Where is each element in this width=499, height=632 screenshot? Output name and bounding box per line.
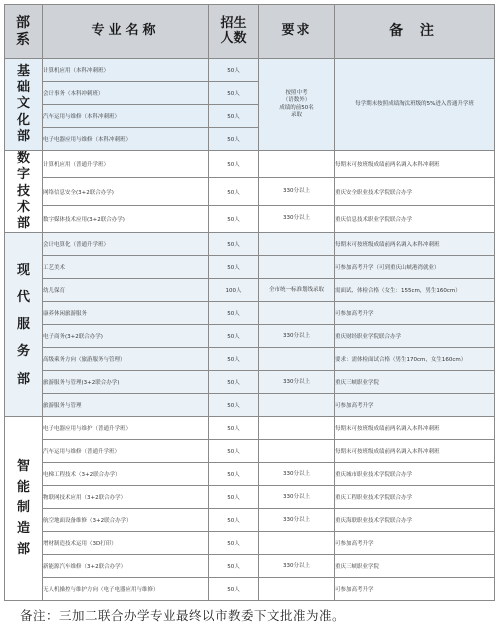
group-requirement-cell: 按照中考 （语数外） 成绩的前50名 录取 [259, 59, 335, 151]
note-cell: 要求：需体检面试合格（男生170cm，女生160cm） [335, 348, 495, 371]
major-cell: 航空地面设备维修（3+2联合办学） [43, 509, 209, 532]
table-row [5, 371, 495, 394]
requirement-cell [259, 394, 335, 417]
header-note: 备 注 [335, 5, 495, 59]
note-cell: 需面试、体检合格（女生：155cm，男生160cm） [335, 279, 495, 302]
requirement-cell [259, 151, 335, 178]
requirement-cell: 330分以上 [259, 325, 335, 348]
major-cell: 汽车运用与维修（本科冲刺班） [43, 105, 209, 128]
dept-cell-shuzi: 数 字 技 术 部 [5, 151, 43, 233]
group-note-cell: 每学期末按照成绩淘汰班级的5%进入普通升学班 [335, 59, 495, 151]
quota-cell: 50人 [209, 151, 259, 178]
table-row [5, 151, 495, 178]
major-cell: 电子商务(3+2联合办学) [43, 325, 209, 348]
note-cell: 每期末可按班级成绩前两名调入本科冲刺班 [335, 151, 495, 178]
major-cell: 会计事务（本科冲刺班） [43, 82, 209, 105]
table-row [5, 178, 495, 205]
major-cell: 网络信息安全(3+2联合办学) [43, 178, 209, 205]
table-row [5, 509, 495, 532]
table-row [5, 256, 495, 279]
note-cell: 每期末可按班级成绩前两名调入本科冲刺班 [335, 440, 495, 463]
quota-cell: 50人 [209, 440, 259, 463]
requirement-cell: 全市统一标准划线录取 [259, 279, 335, 302]
note-cell: 可参加高考升学（可到重庆山峡港湾就业） [335, 256, 495, 279]
major-cell: 幼儿保育 [43, 279, 209, 302]
requirement-cell [259, 302, 335, 325]
table-row [5, 394, 495, 417]
note-cell: 重庆安全职业技术学院联合办学 [335, 178, 495, 205]
quota-cell: 50人 [209, 256, 259, 279]
major-cell: 高级乘务方向（旅游服务与管理） [43, 348, 209, 371]
table-row [5, 325, 495, 348]
requirement-cell: 330分以上 [259, 555, 335, 578]
requirement-cell: 330分以上 [259, 486, 335, 509]
major-cell: 旅游服务与管理(3+2联合办学) [43, 371, 209, 394]
header-quota: 招生 人数 [209, 5, 259, 59]
quota-cell: 50人 [209, 302, 259, 325]
major-cell: 电子电器应用与维修（本科冲刺班） [43, 128, 209, 151]
quota-cell: 100人 [209, 279, 259, 302]
header-dept: 部 系 [5, 5, 43, 59]
header-major: 专业名称 [43, 5, 209, 59]
quota-cell: 50人 [209, 59, 259, 82]
requirement-cell [259, 233, 335, 256]
requirement-cell: 330分以上 [259, 178, 335, 205]
note-cell: 可参加高考升学 [335, 394, 495, 417]
major-cell: 旅游服务与管理 [43, 394, 209, 417]
requirement-cell: 330分以上 [259, 509, 335, 532]
requirement-cell [259, 578, 335, 601]
quota-cell: 50人 [209, 233, 259, 256]
quota-cell: 50人 [209, 486, 259, 509]
enrollment-table-wrapper [4, 4, 495, 601]
table-row [5, 233, 495, 256]
note-cell: 重庆财经职业学院联合办学 [335, 325, 495, 348]
major-cell: 数字媒体技术应用(3+2联合办学) [43, 205, 209, 232]
note-cell: 重庆三峡职业学院 [335, 555, 495, 578]
quota-cell: 50人 [209, 82, 259, 105]
quota-cell: 50人 [209, 178, 259, 205]
note-cell: 重庆海联职业技术学院联合办学 [335, 509, 495, 532]
table-row [5, 578, 495, 601]
quota-cell: 50人 [209, 325, 259, 348]
quota-cell: 50人 [209, 417, 259, 440]
major-cell: 新能源汽车维修（3+2联合办学） [43, 555, 209, 578]
requirement-cell: 330分以上 [259, 463, 335, 486]
requirement-cell [259, 532, 335, 555]
major-cell: 汽车运用与维修（普通升学班） [43, 440, 209, 463]
quota-cell: 50人 [209, 371, 259, 394]
note-cell: 可参加高考升学 [335, 578, 495, 601]
major-cell: 电子电器应用与维护（普通升学班） [43, 417, 209, 440]
table-row [5, 348, 495, 371]
table-row [5, 417, 495, 440]
note-cell: 可参加高考升学 [335, 302, 495, 325]
quota-cell: 50人 [209, 128, 259, 151]
note-cell: 重庆工程职业技术学院联合办学 [335, 486, 495, 509]
quota-cell: 50人 [209, 578, 259, 601]
major-cell: 无人机操控与维护方向（电子电器应用与维修） [43, 578, 209, 601]
table-row [5, 463, 495, 486]
requirement-cell [259, 256, 335, 279]
dept-cell-xiandai: 现 代 服 务 部 [5, 233, 43, 417]
note-cell: 每期末可按班级成绩前两名调入本科冲刺班 [335, 233, 495, 256]
table-row [5, 302, 495, 325]
quota-cell: 50人 [209, 105, 259, 128]
footer-note: 备注：三加二联合办学专业最终以市教委下文批准为准。 [20, 608, 346, 623]
major-cell: 计算机应用（本科冲刺班） [43, 59, 209, 82]
table-row [5, 279, 495, 302]
requirement-cell [259, 348, 335, 371]
table-header-row [5, 5, 495, 59]
table-row [5, 532, 495, 555]
note-cell: 重庆城市职业技术学院联合办学 [335, 463, 495, 486]
note-cell: 重庆信息技术职业学院联合办学 [335, 205, 495, 232]
table-row [5, 555, 495, 578]
table-row [5, 205, 495, 232]
quota-cell: 50人 [209, 348, 259, 371]
table-row [5, 486, 495, 509]
header-requirement: 要求 [259, 5, 335, 59]
quota-cell: 50人 [209, 394, 259, 417]
requirement-cell [259, 440, 335, 463]
table-row [5, 440, 495, 463]
major-cell: 物联网技术应用（3+2联合办学） [43, 486, 209, 509]
major-cell: 增材制造技术运用（3D打印） [43, 532, 209, 555]
requirement-cell [259, 417, 335, 440]
major-cell: 会计电算化（普通升学班） [43, 233, 209, 256]
quota-cell: 50人 [209, 463, 259, 486]
quota-cell: 50人 [209, 205, 259, 232]
major-cell: 康养休闲旅游服务 [43, 302, 209, 325]
major-cell: 计算机应用（普通升学班） [43, 151, 209, 178]
note-cell: 可参加高考升学 [335, 532, 495, 555]
quota-cell: 50人 [209, 509, 259, 532]
quota-cell: 50人 [209, 555, 259, 578]
dept-cell-zhineng: 智 能 制 造 部 [5, 417, 43, 601]
requirement-cell: 330分以上 [259, 205, 335, 232]
major-cell: 电梯工程技术（3+2联合办学） [43, 463, 209, 486]
note-cell: 每期末可按班级成绩前两名调入本科冲刺班 [335, 417, 495, 440]
note-cell: 重庆三峡职业学院 [335, 371, 495, 394]
table-row [5, 59, 495, 82]
quota-cell: 50人 [209, 532, 259, 555]
major-cell: 工艺美术 [43, 256, 209, 279]
dept-cell-jichu: 基 础 文 化 部 [5, 59, 43, 151]
enrollment-table [4, 4, 495, 601]
requirement-cell: 330分以上 [259, 371, 335, 394]
